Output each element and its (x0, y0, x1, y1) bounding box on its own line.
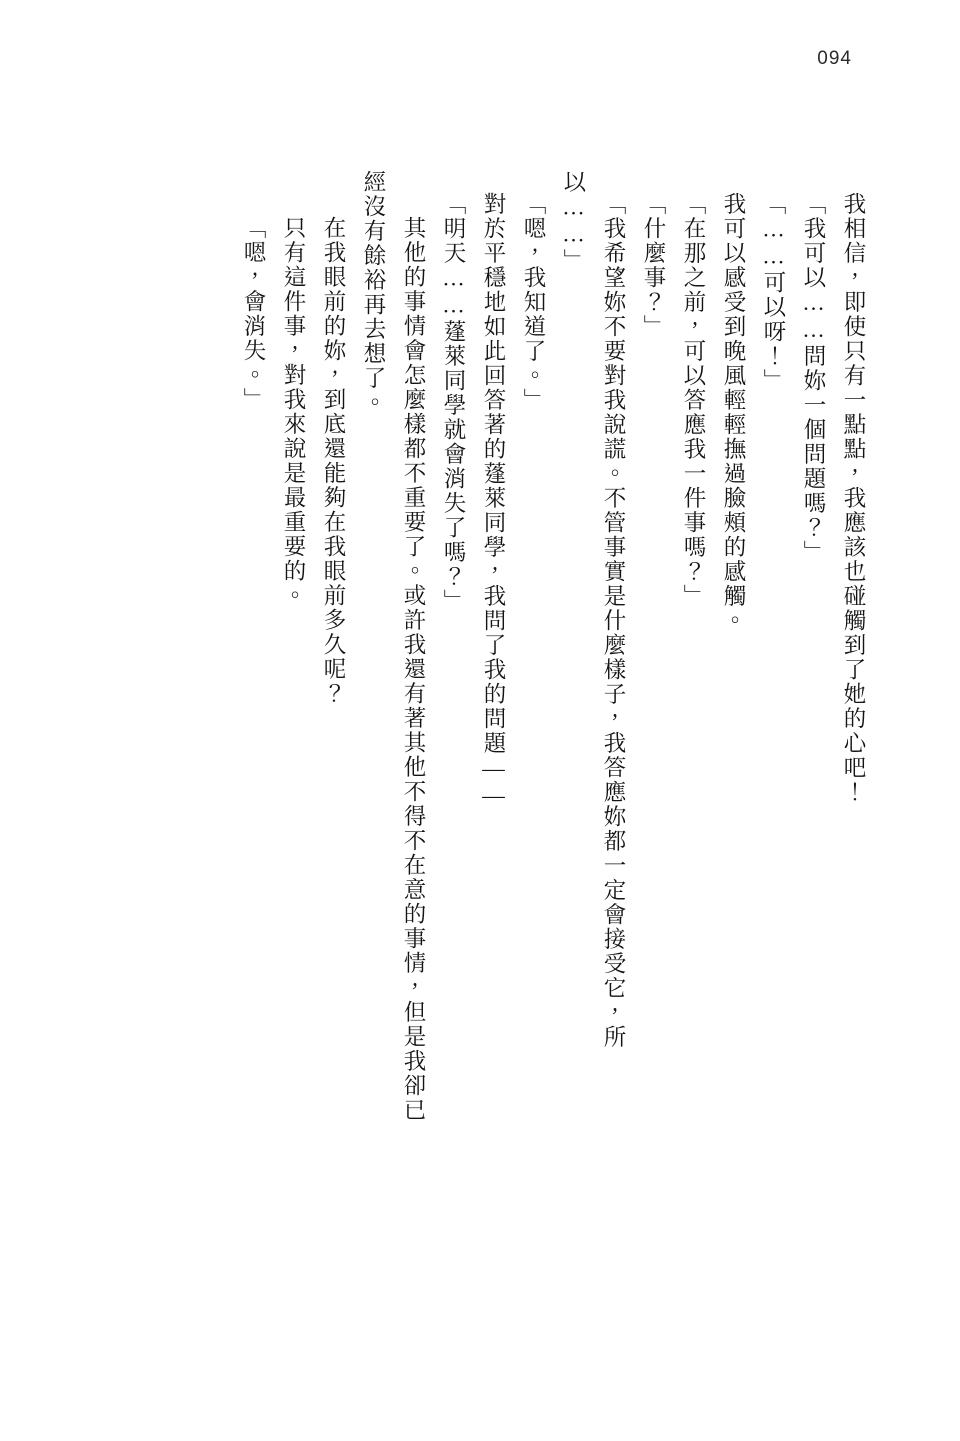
text-line: 「什麼事？」 (641, 192, 666, 339)
text-line: 在我眼前的妳，到底還能夠在我眼前多久呢？ (321, 216, 346, 706)
text-line: 我相信，即使只有一點點，我應該也碰觸到了她的心吧！ (841, 192, 866, 805)
text-line: 「嗯，我知道了。」 (521, 192, 546, 413)
text-line: 「在那之前，可以答應我一件事嗎？」 (681, 192, 706, 609)
text-line: 「明天……蓬萊同學就會消失了嗎？」 (441, 192, 466, 614)
text-line: 其他的事情會怎麼樣都不重要了。或許我還有著其他不得不在意的事情，但是我卻已 (401, 216, 426, 1123)
text-line: 「我希望妳不要對我說謊。不管事實是什麼樣子，我答應妳都一定會接受它，所 (601, 192, 626, 1050)
text-line: 以……」 (561, 170, 586, 273)
text-line: 「我可以……問妳一個問題嗎？」 (801, 192, 826, 565)
page-number: 094 (817, 48, 852, 69)
text-line: 「嗯，會消失。」 (241, 216, 266, 412)
text-line: 只有這件事，對我來說是最重要的。 (281, 216, 306, 608)
text-line: 經沒有餘裕再去想了。 (361, 170, 386, 415)
text-line: 「……可以呀！」 (761, 192, 786, 393)
text-line: 我可以感受到晚風輕輕撫過臉頰的感觸。 (721, 192, 746, 633)
page-body (96, 170, 864, 1345)
text-line: 對於平穩地如此回答著的蓬萊同學，我問了我的問題—— (481, 192, 506, 810)
